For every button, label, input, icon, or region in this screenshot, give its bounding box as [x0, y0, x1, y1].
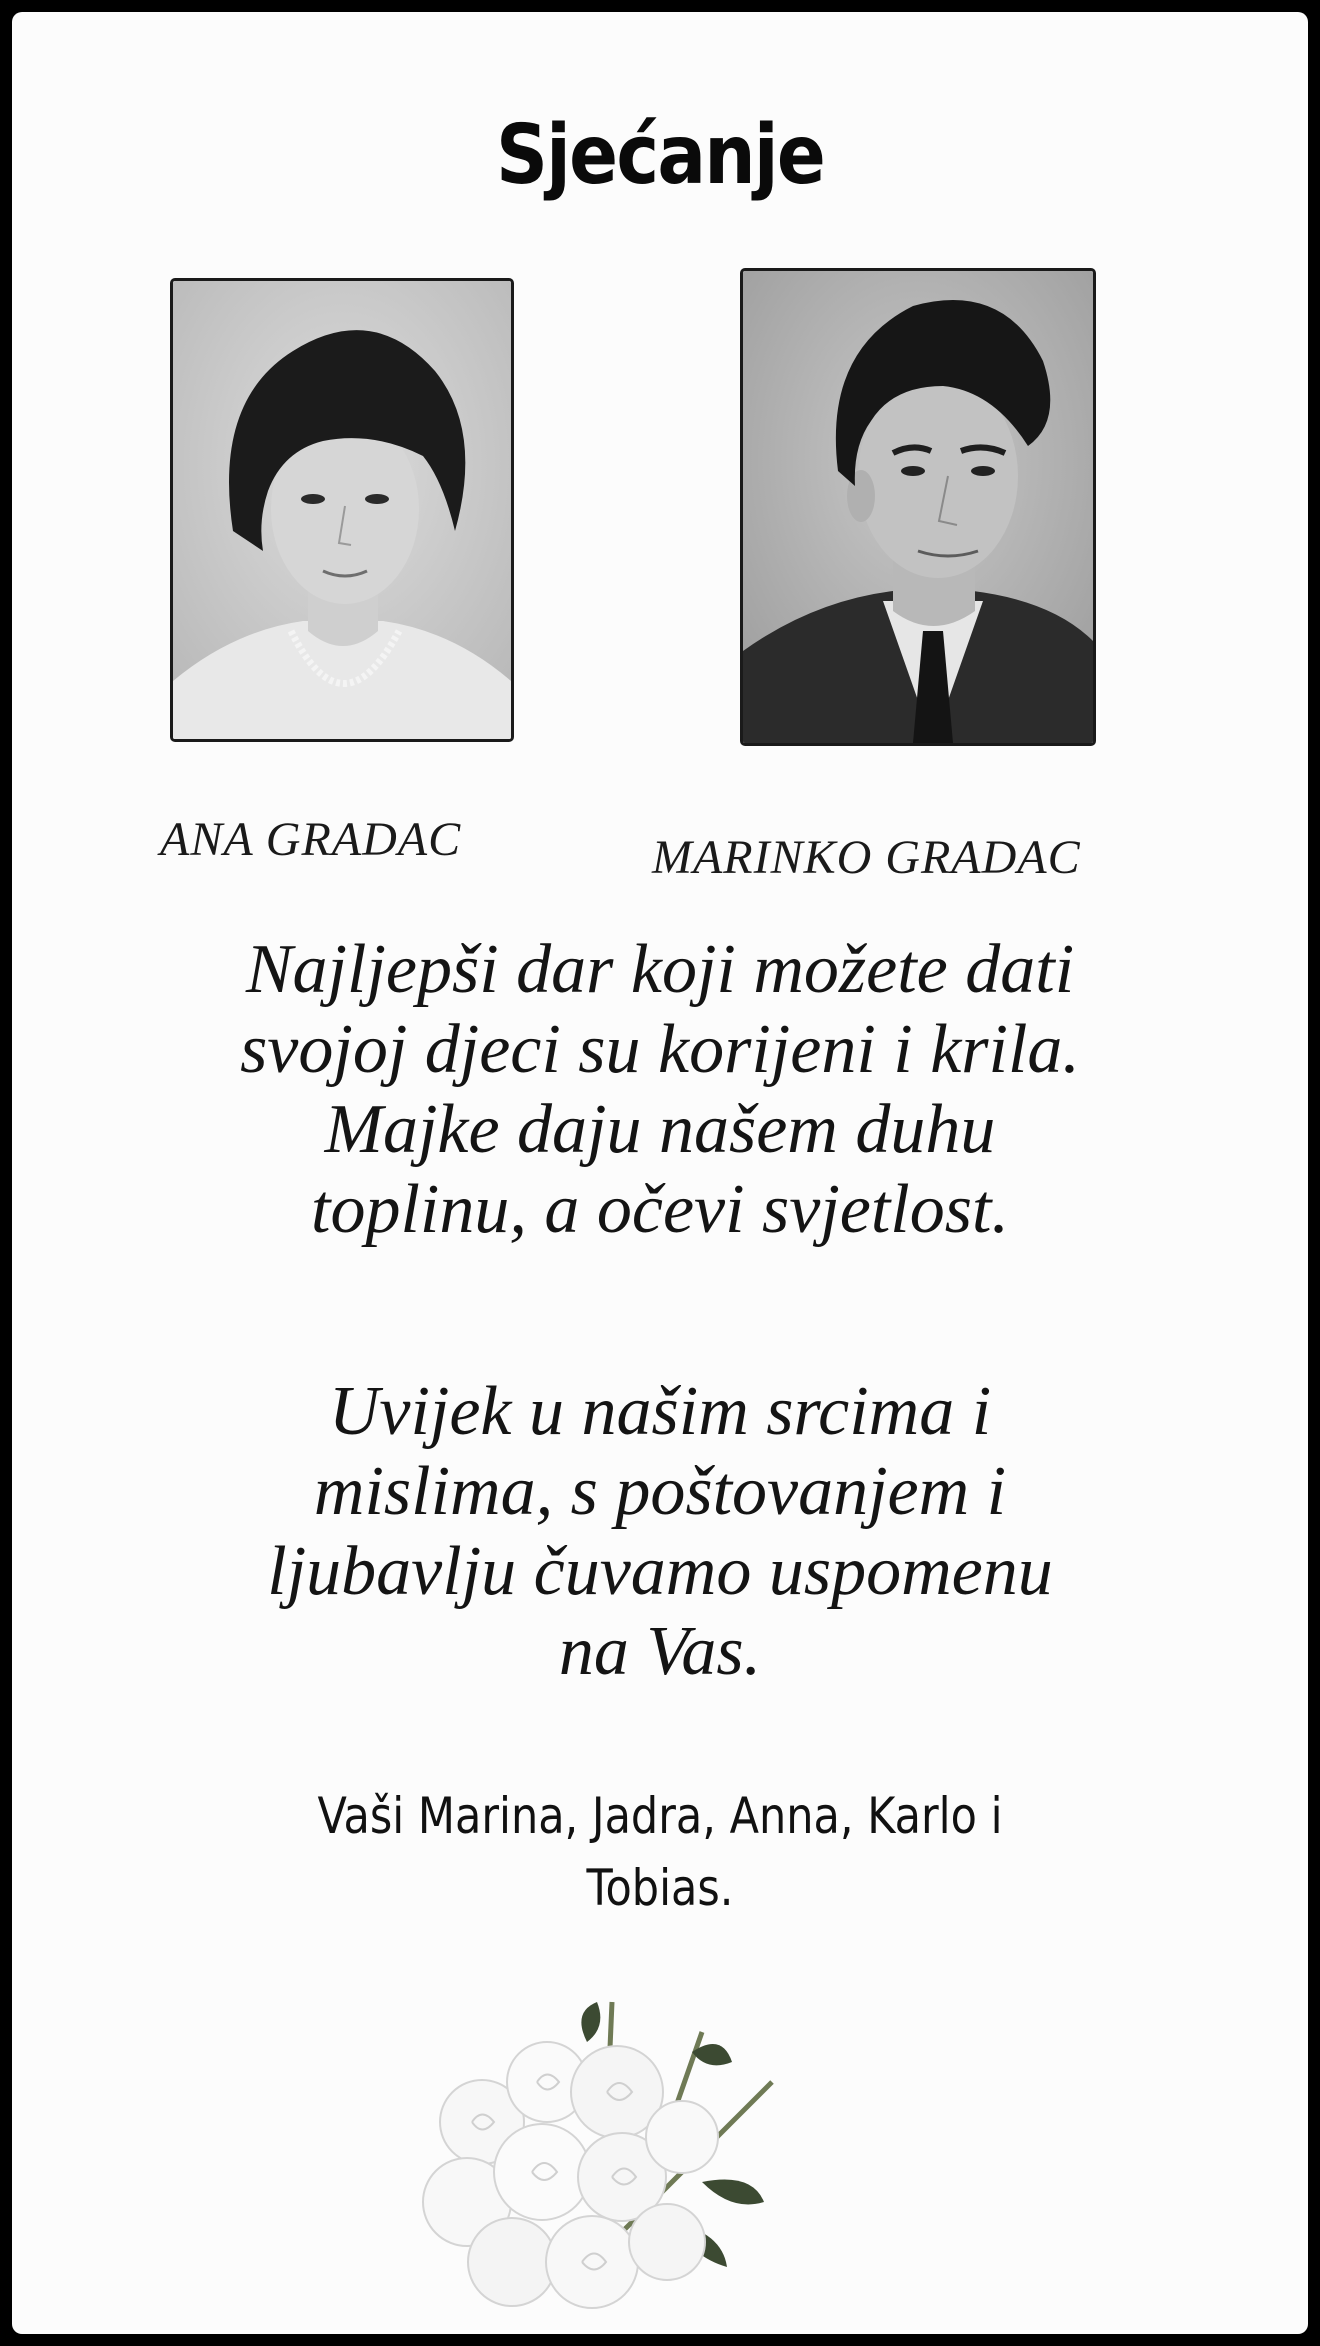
page-title: Sjećanje	[495, 108, 825, 203]
signature-line: Tobias.	[586, 1859, 734, 1917]
memorial-card	[12, 12, 1308, 2334]
white-roses-bouquet-icon	[372, 1972, 932, 2334]
verse-line: Majke daju našem duhu	[324, 1091, 996, 1168]
verse-line: svojoj djeci su korijeni i krila.	[240, 1011, 1080, 1088]
signature	[12, 1780, 1308, 1924]
verse-line: Uvijek u našim srcima i	[328, 1373, 992, 1450]
portrait-ana-photo	[170, 278, 514, 742]
portrait-man-image	[743, 271, 1093, 743]
person-name-ana: ANA GRADAC	[160, 813, 462, 866]
verse-2	[72, 1372, 1248, 1692]
verse-line: mislima, s poštovanjem i	[313, 1453, 1007, 1530]
verse-line: na Vas.	[558, 1613, 762, 1690]
person-name-marinko: MARINKO GRADAC	[652, 831, 1081, 884]
verse-line: Najljepši dar koji možete dati	[245, 931, 1075, 1008]
verse-line: ljubavlju čuvamo uspomenu	[267, 1533, 1053, 1610]
verse-line: toplinu, a očevi svjetlost.	[311, 1171, 1009, 1248]
portrait-woman-image	[173, 281, 511, 739]
signature-line: Vaši Marina, Jadra, Anna, Karlo i	[317, 1787, 1003, 1845]
verse-1	[72, 930, 1248, 1250]
portrait-marinko-photo	[740, 268, 1096, 746]
